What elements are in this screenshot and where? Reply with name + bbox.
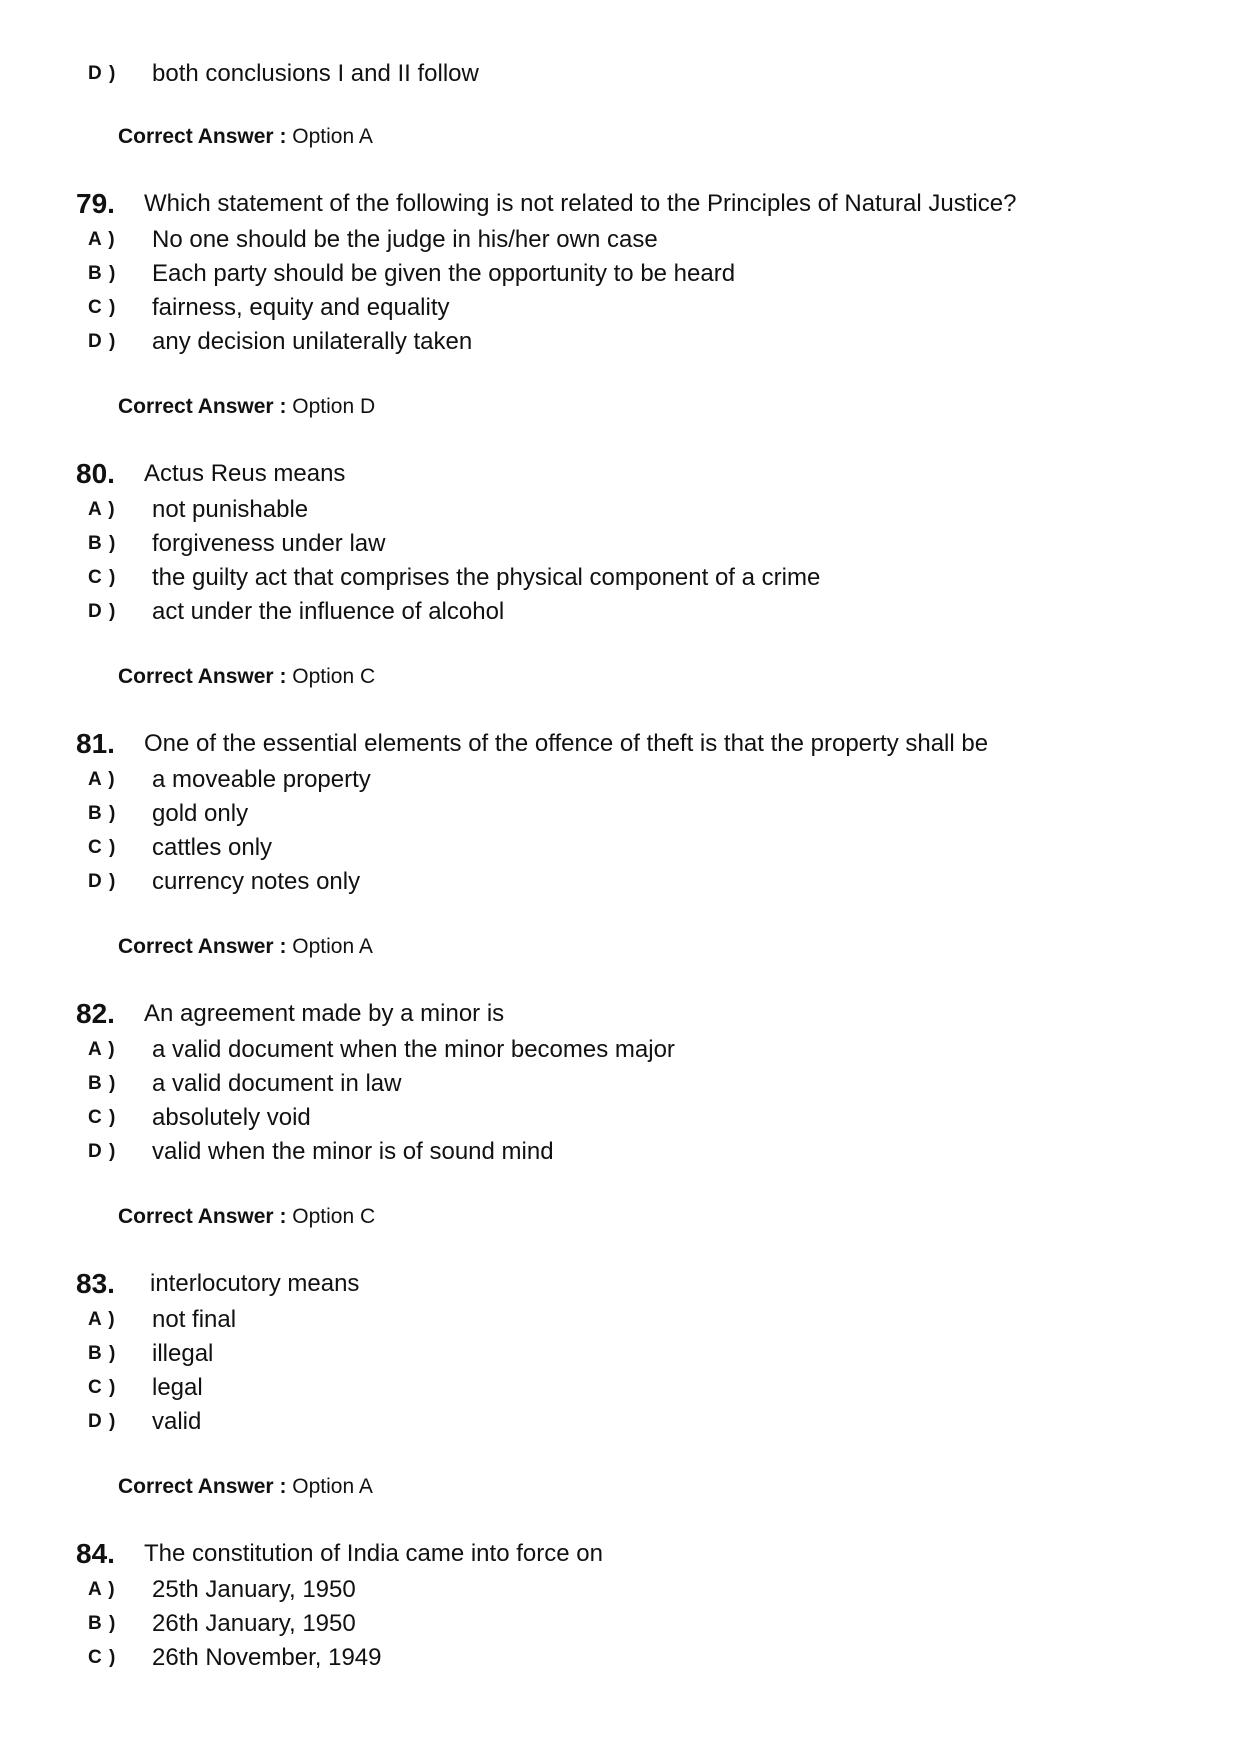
option-text: a valid document when the minor becomes major [152,1036,675,1063]
option-text: absolutely void [152,1104,311,1131]
question-82 [76,995,504,1033]
option-text: a valid document in law [152,1070,402,1097]
option-letter: C ) [88,567,117,588]
option-letter: C ) [88,297,117,318]
correct-answer-label: Correct Answer : [118,395,287,418]
option-row [88,1135,554,1169]
option-letter: A ) [88,1309,116,1330]
option-row [88,831,272,865]
option-letter: A ) [88,1039,116,1060]
option-letter: A ) [88,769,116,790]
option-text: forgiveness under law [152,530,386,557]
option-row [88,561,820,595]
option-row [88,493,308,527]
correct-answer-value: Option A [292,935,373,958]
option-row [88,223,658,257]
question-text: An agreement made by a minor is [144,1000,505,1027]
option-letter: A ) [88,1579,116,1600]
correct-answer-value: Option A [292,125,373,148]
option-text: illegal [152,1340,214,1367]
option-letter: A ) [88,229,116,250]
option-row [88,527,385,561]
option-row [88,325,472,359]
option-letter: A ) [88,499,116,520]
correct-answer-label: Correct Answer : [118,665,287,688]
question-number: 81. [76,728,115,759]
option-text: not final [152,1306,237,1333]
option-row [88,1641,382,1675]
option-letter: B ) [88,803,117,824]
question-81 [76,725,988,763]
correct-answer-label: Correct Answer : [118,1205,287,1228]
question-text: One of the essential elements of the offence of theft is that the property shall be [144,730,989,757]
option-text: valid [152,1408,202,1435]
option-row [88,595,504,629]
question-number: 82. [76,998,115,1029]
option-text: both conclusions I and II follow [152,60,479,87]
option-text: not punishable [152,496,309,523]
question-text: interlocutory means [150,1270,360,1297]
correct-answer-label: Correct Answer : [118,935,287,958]
question-84 [76,1535,603,1573]
option-text: 26th January, 1950 [152,1610,356,1637]
option-letter: D ) [88,331,117,352]
option-letter: D ) [88,63,117,84]
option-text: currency notes only [152,868,361,895]
option-row [88,1371,203,1405]
correct-answer [118,395,375,419]
option-text: valid when the minor is of sound mind [152,1138,554,1165]
option-row [88,1303,236,1337]
option-row [88,1033,675,1067]
option-text: Each party should be given the opportunity to be heard [152,260,736,287]
option-text: No one should be the judge in his/her own case [152,226,658,253]
option-text: any decision unilaterally taken [152,328,473,355]
option-row [88,763,371,797]
question-83 [76,1265,359,1303]
question-number: 84. [76,1538,115,1569]
option-row [88,797,248,831]
option-row [88,1573,356,1607]
correct-answer [118,125,373,149]
correct-answer-value: Option C [292,1205,376,1228]
option-row [88,1337,213,1371]
question-80 [76,455,345,493]
question-number: 79. [76,188,115,219]
correct-answer [118,935,373,959]
question-number: 83. [76,1268,115,1299]
option-letter: D ) [88,1141,117,1162]
option-text: legal [152,1374,203,1401]
correct-answer-value: Option A [292,1475,373,1498]
option-text: act under the influence of alcohol [152,598,505,625]
option-letter: D ) [88,601,117,622]
option-row [88,1101,311,1135]
option-row [88,865,360,899]
option-text: a moveable property [152,766,371,793]
option-letter: B ) [88,533,117,554]
option-row [88,257,735,291]
correct-answer-label: Correct Answer : [118,1475,287,1498]
option-letter: C ) [88,837,117,858]
option-letter: B ) [88,1613,117,1634]
option-row [88,57,479,91]
option-text: the guilty act that comprises the physical component of a crime [152,564,821,591]
option-letter: B ) [88,1073,117,1094]
option-letter: D ) [88,1411,117,1432]
option-letter: C ) [88,1377,117,1398]
option-row [88,1067,401,1101]
option-letter: B ) [88,1343,117,1364]
question-79 [76,185,1016,223]
option-text: gold only [152,800,249,827]
option-row [88,1607,356,1641]
question-number: 80. [76,458,115,489]
option-text: cattles only [152,834,273,861]
correct-answer-value: Option D [292,395,376,418]
correct-answer-value: Option C [292,665,376,688]
question-text: Actus Reus means [144,460,346,487]
correct-answer [118,1475,373,1499]
correct-answer [118,665,375,689]
option-letter: C ) [88,1107,117,1128]
option-row [88,291,450,325]
correct-answer-label: Correct Answer : [118,125,287,148]
option-letter: D ) [88,871,117,892]
option-letter: B ) [88,263,117,284]
question-text: Which statement of the following is not related to the Principles of Natural Justice? [144,190,1017,217]
option-text: 26th November, 1949 [152,1644,382,1671]
correct-answer [118,1205,375,1229]
option-text: fairness, equity and equality [152,294,450,321]
option-letter: C ) [88,1647,117,1668]
option-text: 25th January, 1950 [152,1576,356,1603]
option-row [88,1405,201,1439]
question-text: The constitution of India came into force on [144,1540,603,1567]
